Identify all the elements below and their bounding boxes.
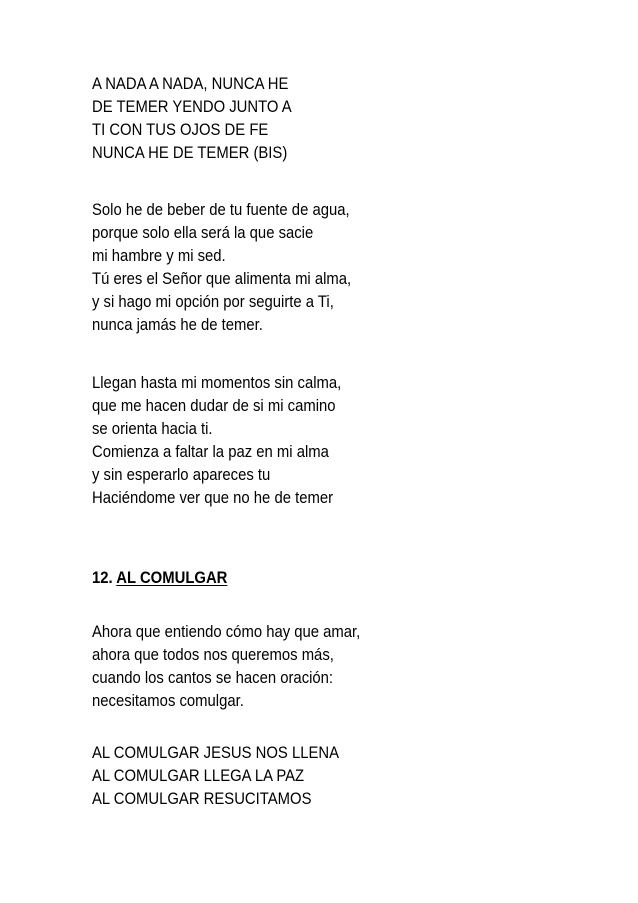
lyric-line: y sin esperarlo apareces tu	[92, 466, 271, 484]
lyric-line: TI CON TUS OJOS DE FE	[92, 121, 269, 139]
lyric-line: A NADA A NADA, NUNCA HE	[92, 75, 289, 93]
lyric-line: DE TEMER YENDO JUNTO A	[92, 98, 292, 116]
lyric-line: Solo he de beber de tu fuente de agua,	[92, 201, 350, 219]
section-heading	[92, 567, 242, 590]
lyric-line: AL COMULGAR RESUCITAMOS	[92, 790, 312, 808]
section-title: AL COMULGAR	[116, 569, 228, 587]
verse-block	[92, 621, 390, 713]
lyric-line: porque solo ella será la que sacie	[92, 224, 314, 242]
section-number: 12.	[92, 569, 113, 587]
lyric-line: necesitamos comulgar.	[92, 692, 244, 710]
lyric-line: Llegan hasta mi momentos sin calma,	[92, 374, 342, 392]
lyric-line: Ahora que entiendo cómo hay que amar,	[92, 623, 361, 641]
lyric-line: AL COMULGAR LLEGA LA PAZ	[92, 767, 305, 785]
lyric-line: se orienta hacia ti.	[92, 420, 213, 438]
lyric-line: NUNCA HE DE TEMER (BIS)	[92, 144, 288, 162]
lyric-line: AL COMULGAR JESUS NOS LLENA	[92, 744, 340, 762]
verse-block	[92, 199, 380, 337]
lyric-line: Haciéndome ver que no he de temer	[92, 489, 334, 507]
lyric-line: cuando los cantos se hacen oración:	[92, 669, 334, 687]
lyric-line: Comienza a faltar la paz en mi alma	[92, 443, 329, 461]
verse-block	[92, 372, 369, 510]
chorus-block	[92, 73, 314, 165]
lyric-line: que me hacen dudar de si mi camino	[92, 397, 336, 415]
lyric-line: Tú eres el Señor que alimenta mi alma,	[92, 270, 352, 288]
chorus-block	[92, 742, 366, 811]
lyric-line: nunca jamás he de temer.	[92, 316, 263, 334]
lyric-line: ahora que todos nos queremos más,	[92, 646, 334, 664]
lyric-line: y si hago mi opción por seguirte a Ti,	[92, 293, 334, 311]
lyric-line: mi hambre y mi sed.	[92, 247, 226, 265]
